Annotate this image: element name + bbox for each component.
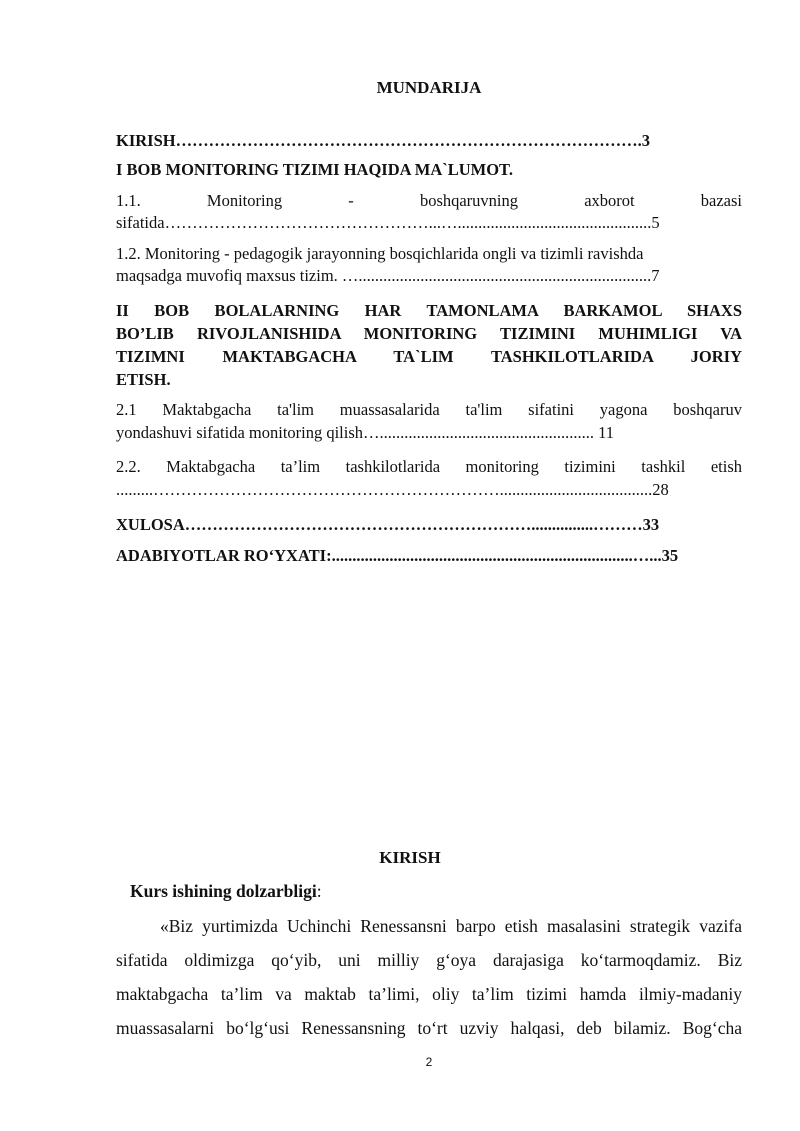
toc-entry-kirish: KIRISH………………………………………………………………………….3 [116, 131, 650, 150]
toc-entry-chapter-2-line3: TIZIMNI MAKTABGACHA TA`LIM TASHKILOTLARIDA JORIY [116, 347, 742, 366]
toc-entry-chapter-1: I BOB MONITORING TIZIMI HAQIDA MA`LUMOT. [116, 160, 513, 179]
toc-entry-2-2-line1: 2.2. Maktabgacha ta’lim tashkilotlarida monitoring tizimini tashkil etish [116, 457, 742, 476]
toc-title: MUNDARIJA [376, 78, 482, 97]
body-paragraph-line: maktabgacha ta’lim va maktab ta’limi, oliy ta’lim tizimi hamda ilmiy-madaniy [116, 984, 742, 1004]
toc-word: bazasi [700, 191, 742, 210]
body-paragraph-line: muassasalarni bo‘lg‘usi Renessansning to‘rt uzviy halqasi, deb bilamiz. Bog‘cha [116, 1018, 742, 1038]
toc-entry-adabiyotlar: ADABIYOTLAR RO‘YXATI:.........................................................................…...35 [116, 546, 679, 565]
toc-entry-1-2-line1: 1.2. Monitoring - pedagogik jarayonning bosqichlarida ongli va tizimli ravishda [116, 244, 644, 263]
toc-entry-2-1-line1: 2.1 Maktabgacha ta'lim muassasalarida ta'lim sifatini yagona boshqaruv [116, 400, 742, 419]
section-title-kirish: KIRISH [379, 848, 441, 867]
toc-entry-chapter-2-line4: ETISH. [116, 370, 171, 389]
page-number: 2 [425, 1055, 433, 1069]
toc-word: - [348, 191, 354, 210]
body-paragraph-line: «Biz yurtimizda Uchinchi Renessansni barpo etish masalasini strategik vazifa [160, 916, 742, 936]
toc-entry-xulosa: XULOSA………………………………………………………...............………33 [116, 515, 660, 534]
toc-word: boshqaruvning [419, 191, 519, 210]
toc-entry-chapter-2-line2: BO’LIB RIVOJLANISHIDA MONITORING TIZIMINI MUHIMLIGI VA [116, 324, 742, 343]
toc-entry-chapter-2-line1: II BOB BOLALARNING HAR TAMONLAMA BARKAMOL SHAXS [116, 301, 742, 320]
subtitle-text: Kurs ishining dolzarbligi [130, 881, 317, 901]
toc-entry-2-2-line2: .........……………………………………………………….....................................28 [116, 480, 669, 499]
toc-entry-2-1-line2: yondashuvi sifatida monitoring qilish….................................................... 11 [116, 423, 615, 442]
toc-entry-1-2-line2: maqsadga muvofiq maxsus tizim. ….......................................................................7 [116, 266, 660, 285]
section-subtitle [130, 881, 322, 902]
toc-entry-1-1-line1 [116, 190, 742, 212]
toc-word: axborot [584, 191, 635, 210]
toc-entry-1-1-line2: sifatida…………………………………………...…...............................................5 [116, 213, 660, 232]
body-paragraph-line: sifatida oldimizga qo‘yib, uni milliy g‘oya darajasiga ko‘tarmoqdamiz. Biz [116, 950, 742, 970]
toc-word: 1.1. [116, 191, 141, 210]
toc-word: Monitoring [206, 191, 283, 210]
subtitle-colon: : [316, 881, 322, 901]
